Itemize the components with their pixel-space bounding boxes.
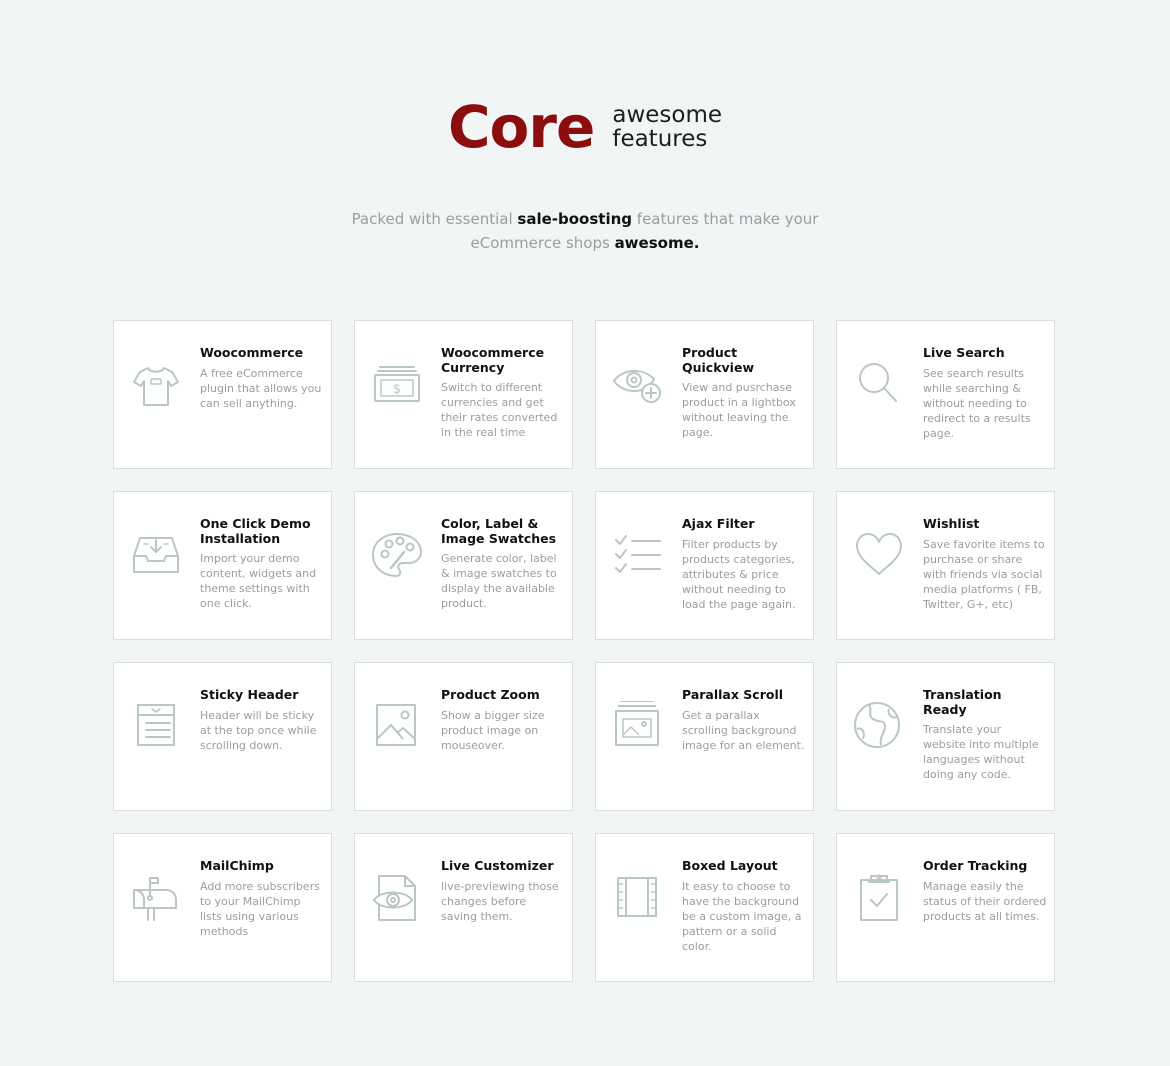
feature-card-live-customizer[interactable]	[354, 833, 573, 982]
feature-title: Ajax Filter	[682, 516, 755, 531]
feature-card-mailchimp[interactable]	[113, 833, 332, 982]
feature-title: Woocommerce Currency	[441, 345, 545, 375]
feature-desc: Switch to different currencies and get their rates converted in the real time	[441, 381, 558, 439]
intro-bold-awesome: awesome.	[614, 234, 700, 252]
feature-desc: Translate your website into multiple languages without doing any code.	[923, 723, 1039, 781]
feature-title: One Click Demo Installation	[200, 516, 311, 546]
banknote-icon	[371, 359, 423, 411]
feature-card-order-tracking[interactable]	[836, 833, 1055, 982]
feature-desc: It easy to choose to have the background be a custom image, a pattern or a solid color.	[682, 879, 802, 953]
feature-card-woocommerce[interactable]	[113, 320, 332, 469]
feature-title: Translation Ready	[923, 687, 1002, 717]
feature-desc: Get a parallax scrolling background image for an element.	[682, 708, 805, 752]
image-icon	[371, 701, 423, 753]
feature-desc: Header will be sticky at the top once while scrolling down.	[200, 708, 317, 752]
feature-desc: Add more subscribers to your MailChimp lists using various methods	[200, 879, 320, 938]
globe-icon	[853, 701, 905, 753]
file-eye-icon	[371, 872, 423, 924]
feature-card-product-zoom[interactable]	[354, 662, 573, 811]
intro-text	[0, 207, 1170, 255]
feature-card-live-search[interactable]	[836, 320, 1055, 469]
feature-title: Sticky Header	[200, 687, 299, 702]
svg-text:$: $	[392, 382, 402, 397]
feature-title: Live Customizer	[441, 858, 554, 873]
feature-title: Boxed Layout	[682, 858, 778, 873]
intro-part2: features that make your	[632, 210, 819, 228]
feature-desc: Import your demo content, widgets and theme settings with one click.	[200, 552, 317, 610]
feature-card-boxed-layout[interactable]	[595, 833, 814, 982]
heading-subtitle	[612, 103, 722, 151]
feature-title: Product Zoom	[441, 687, 540, 702]
feature-title: Woocommerce	[200, 345, 304, 360]
boxed-layout-icon	[612, 872, 664, 924]
feature-card-parallax-scroll[interactable]	[595, 662, 814, 811]
feature-card-one-click-demo[interactable]	[113, 491, 332, 640]
eye-plus-icon	[612, 359, 664, 411]
feature-card-product-quickview[interactable]	[595, 320, 814, 469]
heart-icon	[853, 530, 905, 582]
feature-title: Product Quickview	[682, 345, 754, 375]
feature-title: Parallax Scroll	[682, 687, 784, 702]
clipboard-check-icon	[853, 872, 905, 924]
feature-desc: See search results while searching & without needing to redirect to a results page.	[923, 366, 1031, 440]
feature-desc: Generate color, label & image swatches to display the available product.	[441, 552, 557, 610]
photo-stack-icon	[612, 701, 664, 753]
feature-desc: Show a bigger size product image on mouseover.	[441, 708, 545, 752]
feature-desc: live-previewing those changes before saving them.	[441, 879, 559, 923]
feature-card-sticky-header[interactable]	[113, 662, 332, 811]
heading-core: Core	[447, 93, 595, 161]
tshirt-icon	[130, 359, 182, 411]
inbox-download-icon	[130, 530, 182, 582]
section-heading	[0, 93, 1170, 161]
feature-card-swatches[interactable]	[354, 491, 573, 640]
feature-desc: View and pusrchase product in a lightbox without leaving the page.	[682, 381, 796, 439]
feature-title: Live Search	[923, 345, 1005, 360]
intro-part3: eCommerce shops	[470, 234, 615, 252]
feature-title: Order Tracking	[923, 858, 1028, 873]
palette-icon	[371, 530, 423, 582]
mailbox-icon	[130, 872, 182, 924]
feature-card-ajax-filter[interactable]	[595, 491, 814, 640]
feature-desc: A free eCommerce plugin that allows you can sell anything.	[200, 366, 322, 410]
feature-desc: Save favorite items to purchase or share with friends via social media platforms ( FB, Twitter, G+, etc)	[923, 537, 1045, 611]
feature-card-wishlist[interactable]	[836, 491, 1055, 640]
sticky-header-icon	[130, 701, 182, 753]
intro-bold-sale-boosting: sale-boosting	[517, 210, 633, 228]
feature-title: Wishlist	[923, 516, 980, 531]
feature-title: Color, Label & Image Swatches	[441, 516, 557, 546]
search-icon	[853, 359, 905, 411]
checklist-icon	[612, 530, 664, 582]
feature-title: MailChimp	[200, 858, 274, 873]
heading-subtitle-line2: features	[612, 126, 708, 152]
heading-subtitle-line1: awesome	[612, 102, 723, 128]
feature-desc: Filter products by products categories, attributes & price without needing to load the page again.	[682, 537, 796, 611]
feature-card-translation-ready[interactable]	[836, 662, 1055, 811]
feature-desc: Manage easily the status of their ordered products at all times.	[923, 879, 1047, 923]
feature-card-woocommerce-currency[interactable]	[354, 320, 573, 469]
features-grid	[113, 320, 1055, 982]
intro-part1: Packed with essential	[351, 210, 518, 228]
